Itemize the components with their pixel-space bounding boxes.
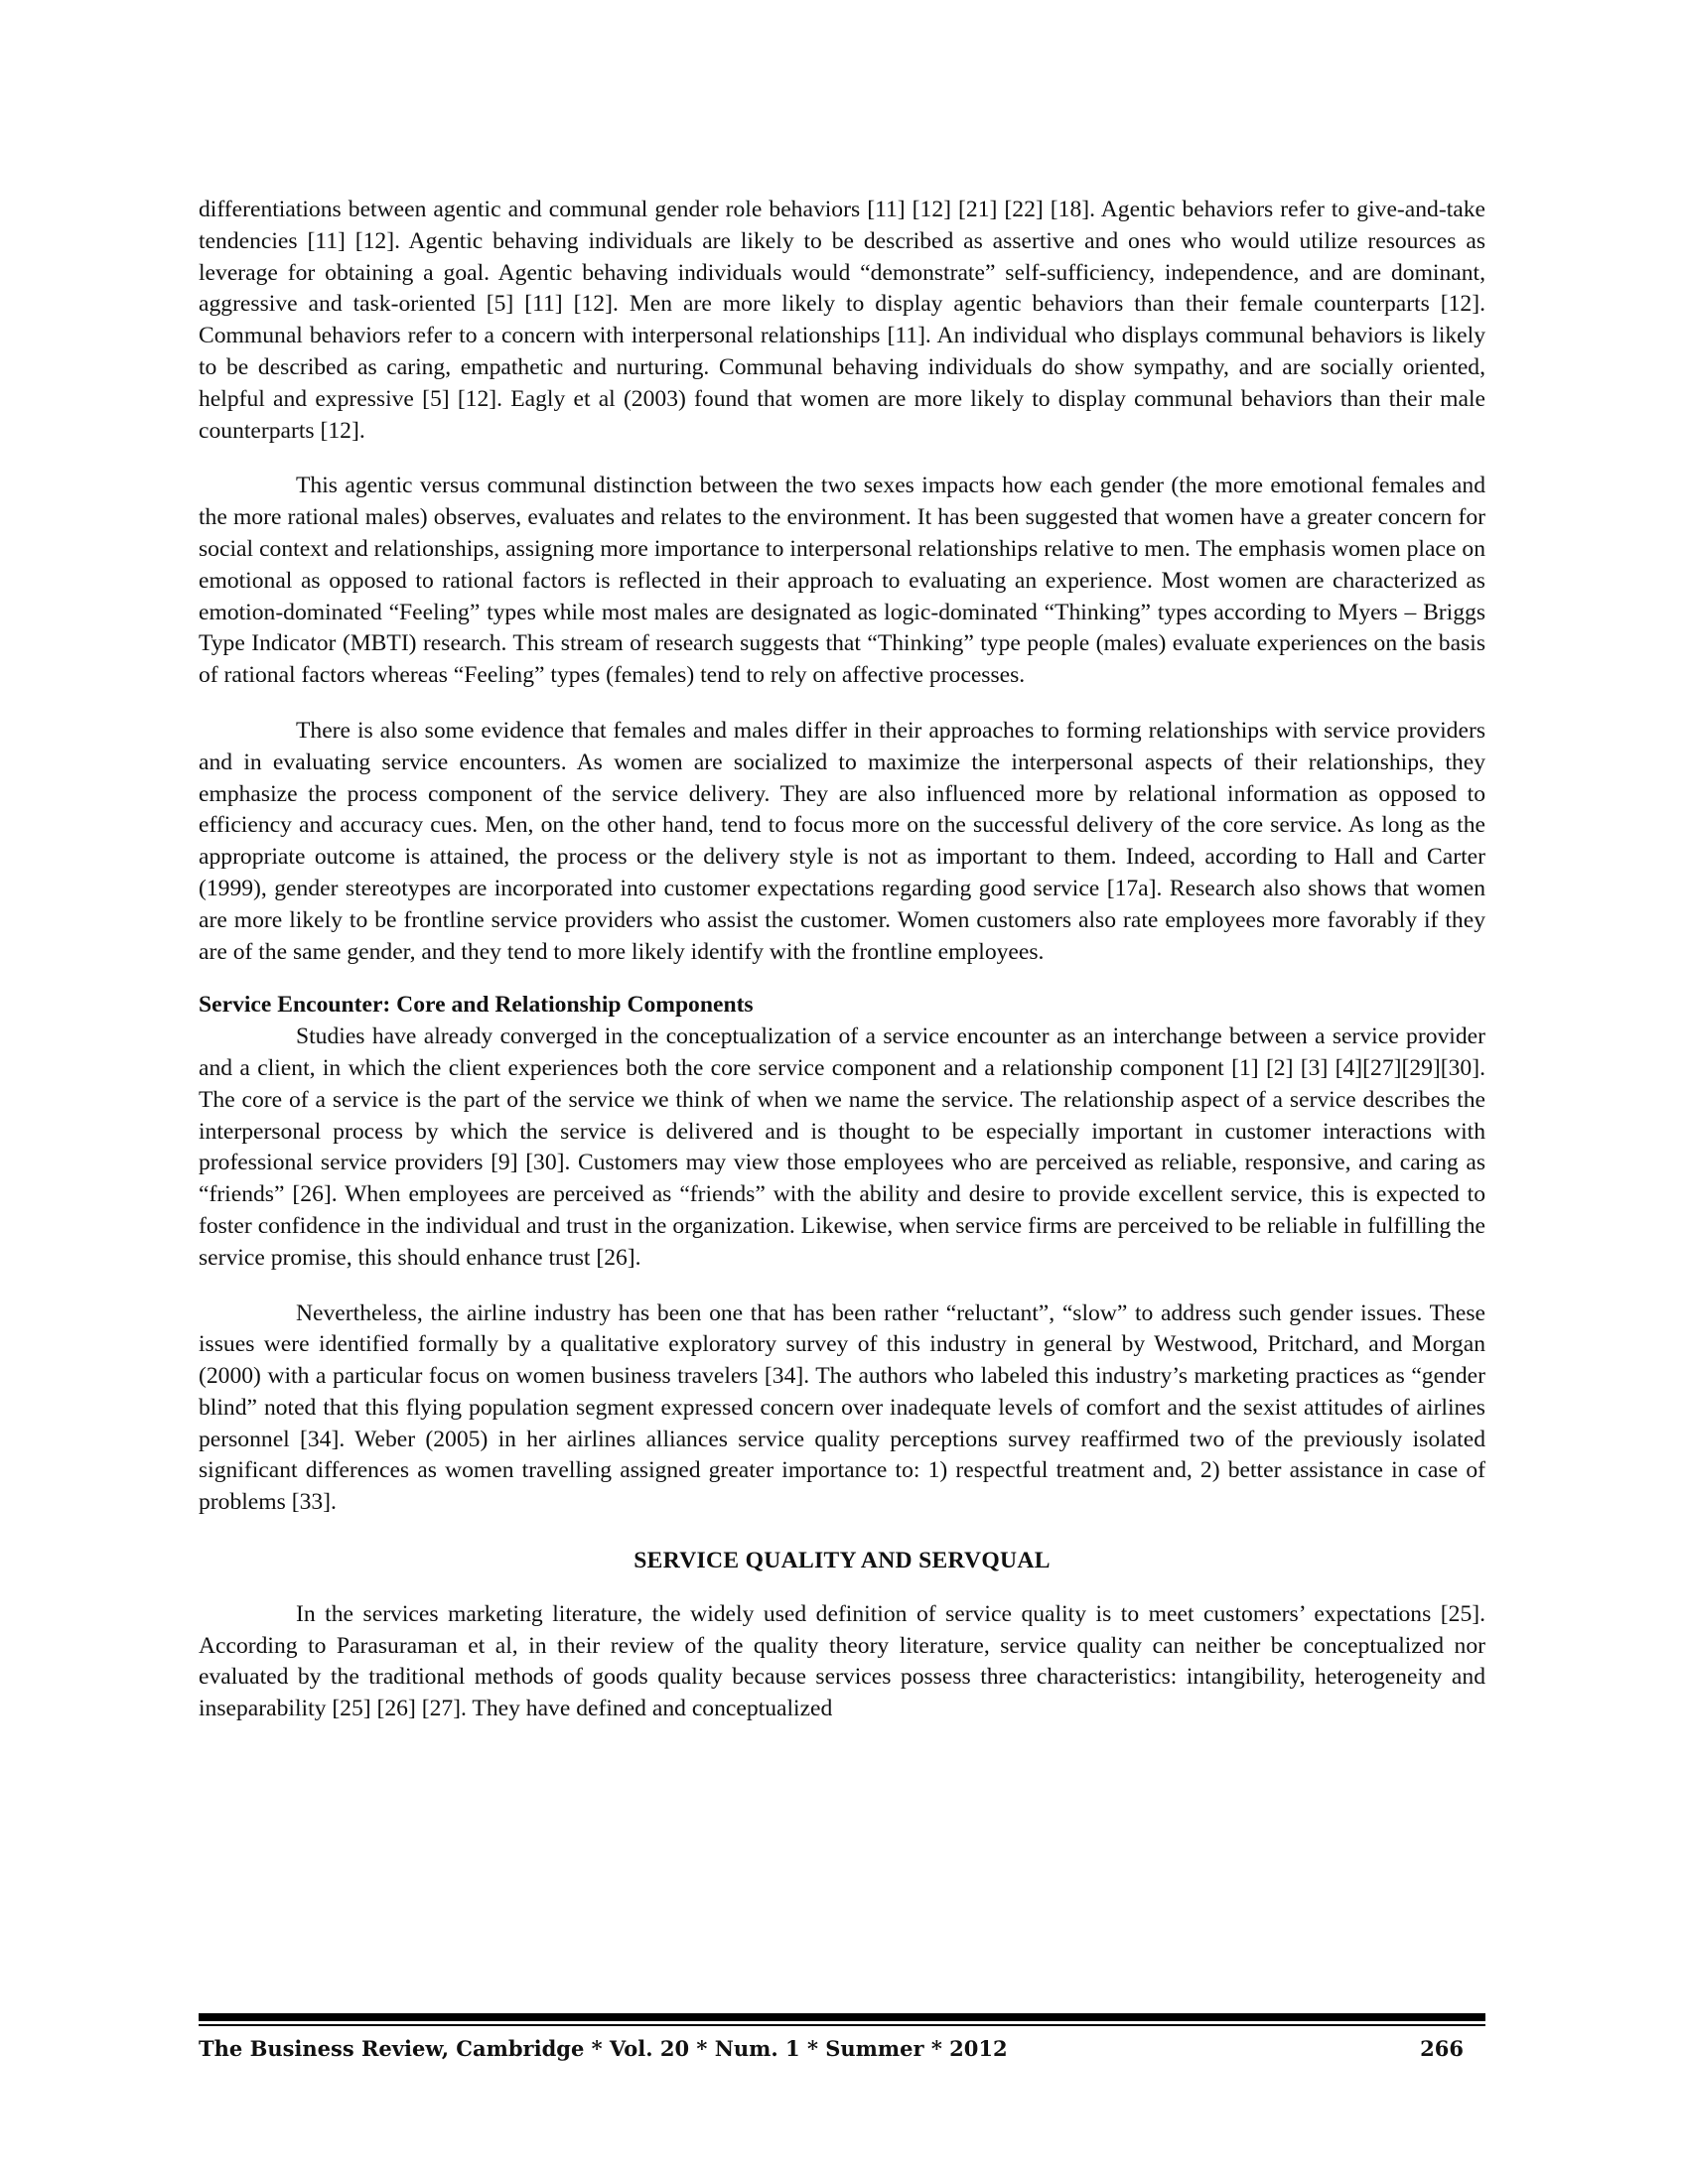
body-paragraph: Nevertheless, the airline industry has been one that has been rather “reluctant”, “slow” to address such gender issues. These issues were identified formally by a qualitative exploratory survey of this industry in general by Westwood, Pritchard, and Morgan (2000) with a particular focus on women business travelers [34]. The authors who labeled this industry’s marketing practices as “gender blind” noted that this flying population segment expressed concern over inadequate levels of comfort and the sexist attitudes of airlines personnel [34]. Weber (2005) in her airlines alliances service quality perceptions survey reaffirmed two of the previously isolated significant differences as women travelling assigned greater importance to: 1) respectful treatment and, 2) better assistance in case of problems [33]. bbox=[199, 1299, 1485, 1516]
body-paragraph: There is also some evidence that females and males differ in their approaches to forming relationships with service providers and in evaluating service encounters. As women are socialized to maximize the interpersonal aspects of their relationships, they emphasize the process component of the service delivery. They are also influenced more by relational information as opposed to efficiency and accuracy cues. Men, on the other hand, tend to focus more on the successful delivery of the core service. As long as the appropriate outcome is attained, the process or the delivery style is not as important to them. Indeed, according to Hall and Carter (1999), gender stereotypes are incorporated into customer expectations regarding good service [17a]. Research also shows that women are more likely to be frontline service providers who assist the customer. Women customers also rate employees more favorably if they are of the same gender, and they tend to more likely identify with the frontline employees. bbox=[199, 717, 1485, 965]
page-number: 266 bbox=[1420, 2036, 1464, 2061]
journal-citation: The Business Review, Cambridge * Vol. 20 * Num. 1 * Summer * 2012 bbox=[199, 2036, 1008, 2061]
subsection-heading: Service Encounter: Core and Relationship Components bbox=[199, 992, 754, 1019]
page-body bbox=[199, 195, 1485, 1725]
section-heading: SERVICE QUALITY AND SERVQUAL bbox=[633, 1548, 1051, 1574]
body-paragraph: In the services marketing literature, the widely used definition of service quality is to meet customers’ expectations [25]. According to Parasuraman et al, in their review of the quality theory literature, service quality can neither be conceptualized nor evaluated by the traditional methods of goods quality because services possess three characteristics: intangibility, heterogeneity and inseparability [25] [26] [27]. They have defined and conceptualized bbox=[199, 1600, 1485, 1722]
body-paragraph: This agentic versus communal distinction between the two sexes impacts how each gender (the more emotional females and the more rational males) observes, evaluates and relates to the environment. It has been suggested that women have a greater concern for social context and relationships, assigning more importance to interpersonal relationships relative to men. The emphasis women place on emotional as opposed to rational factors is reflected in their approach to evaluating an experience. Most women are characterized as emotion-dominated “Feeling” types while most males are designated as logic-dominated “Thinking” types according to Myers – Briggs Type Indicator (MBTI) research. This stream of research suggests that “Thinking” type people (males) evaluate experiences on the basis of rational factors whereas “Feeling” types (females) tend to rely on affective processes. bbox=[199, 473, 1485, 689]
page-footer bbox=[199, 2036, 1485, 2061]
footer-rule bbox=[199, 2024, 1485, 2026]
body-paragraph: Studies have already converged in the conceptualization of a service encounter as an interchange between a service provider and a client, in which the client experiences both the core service component and a relationship component [1] [2] [3] [4][27][29][30]. The core of a service is the part of the service we think of when we name the service. The relationship aspect of a service describes the interpersonal process by which the service is delivered and is thought to be especially important in customer interactions with professional service providers [9] [30]. Customers may view those employees who are perceived as reliable, responsive, and caring as “friends” [26]. When employees are perceived as “friends” with the ability and desire to provide excellent service, this is expected to foster confidence in the individual and trust in the organization. Likewise, when service firms are perceived to be reliable in fulfilling the service promise, this should enhance trust [26]. bbox=[199, 1024, 1485, 1271]
body-paragraph: differentiations between agentic and communal gender role behaviors [11] [12] [21] [22] [18]. Agentic behaviors refer to give-and-take tendencies [11] [12]. Agentic behaving individuals are likely to be described as assertive and ones who would utilize resources as leverage for obtaining a goal. Agentic behaving individuals would “demonstrate” self-sufficiency, independence, and are dominant, aggressive and task-oriented [5] [11] [12]. Men are more likely to display agentic behaviors than their female counterparts [12]. Communal behaviors refer to a concern with interpersonal relationships [11]. An individual who displays communal behaviors is likely to be described as caring, empathetic and nurturing. Communal behaving individuals do show sympathy, and are socially oriented, helpful and expressive [5] [12]. Eagly et al (2003) found that women are more likely to display communal behaviors than their male counterparts [12]. bbox=[199, 197, 1485, 444]
footer-rule bbox=[199, 2013, 1485, 2021]
